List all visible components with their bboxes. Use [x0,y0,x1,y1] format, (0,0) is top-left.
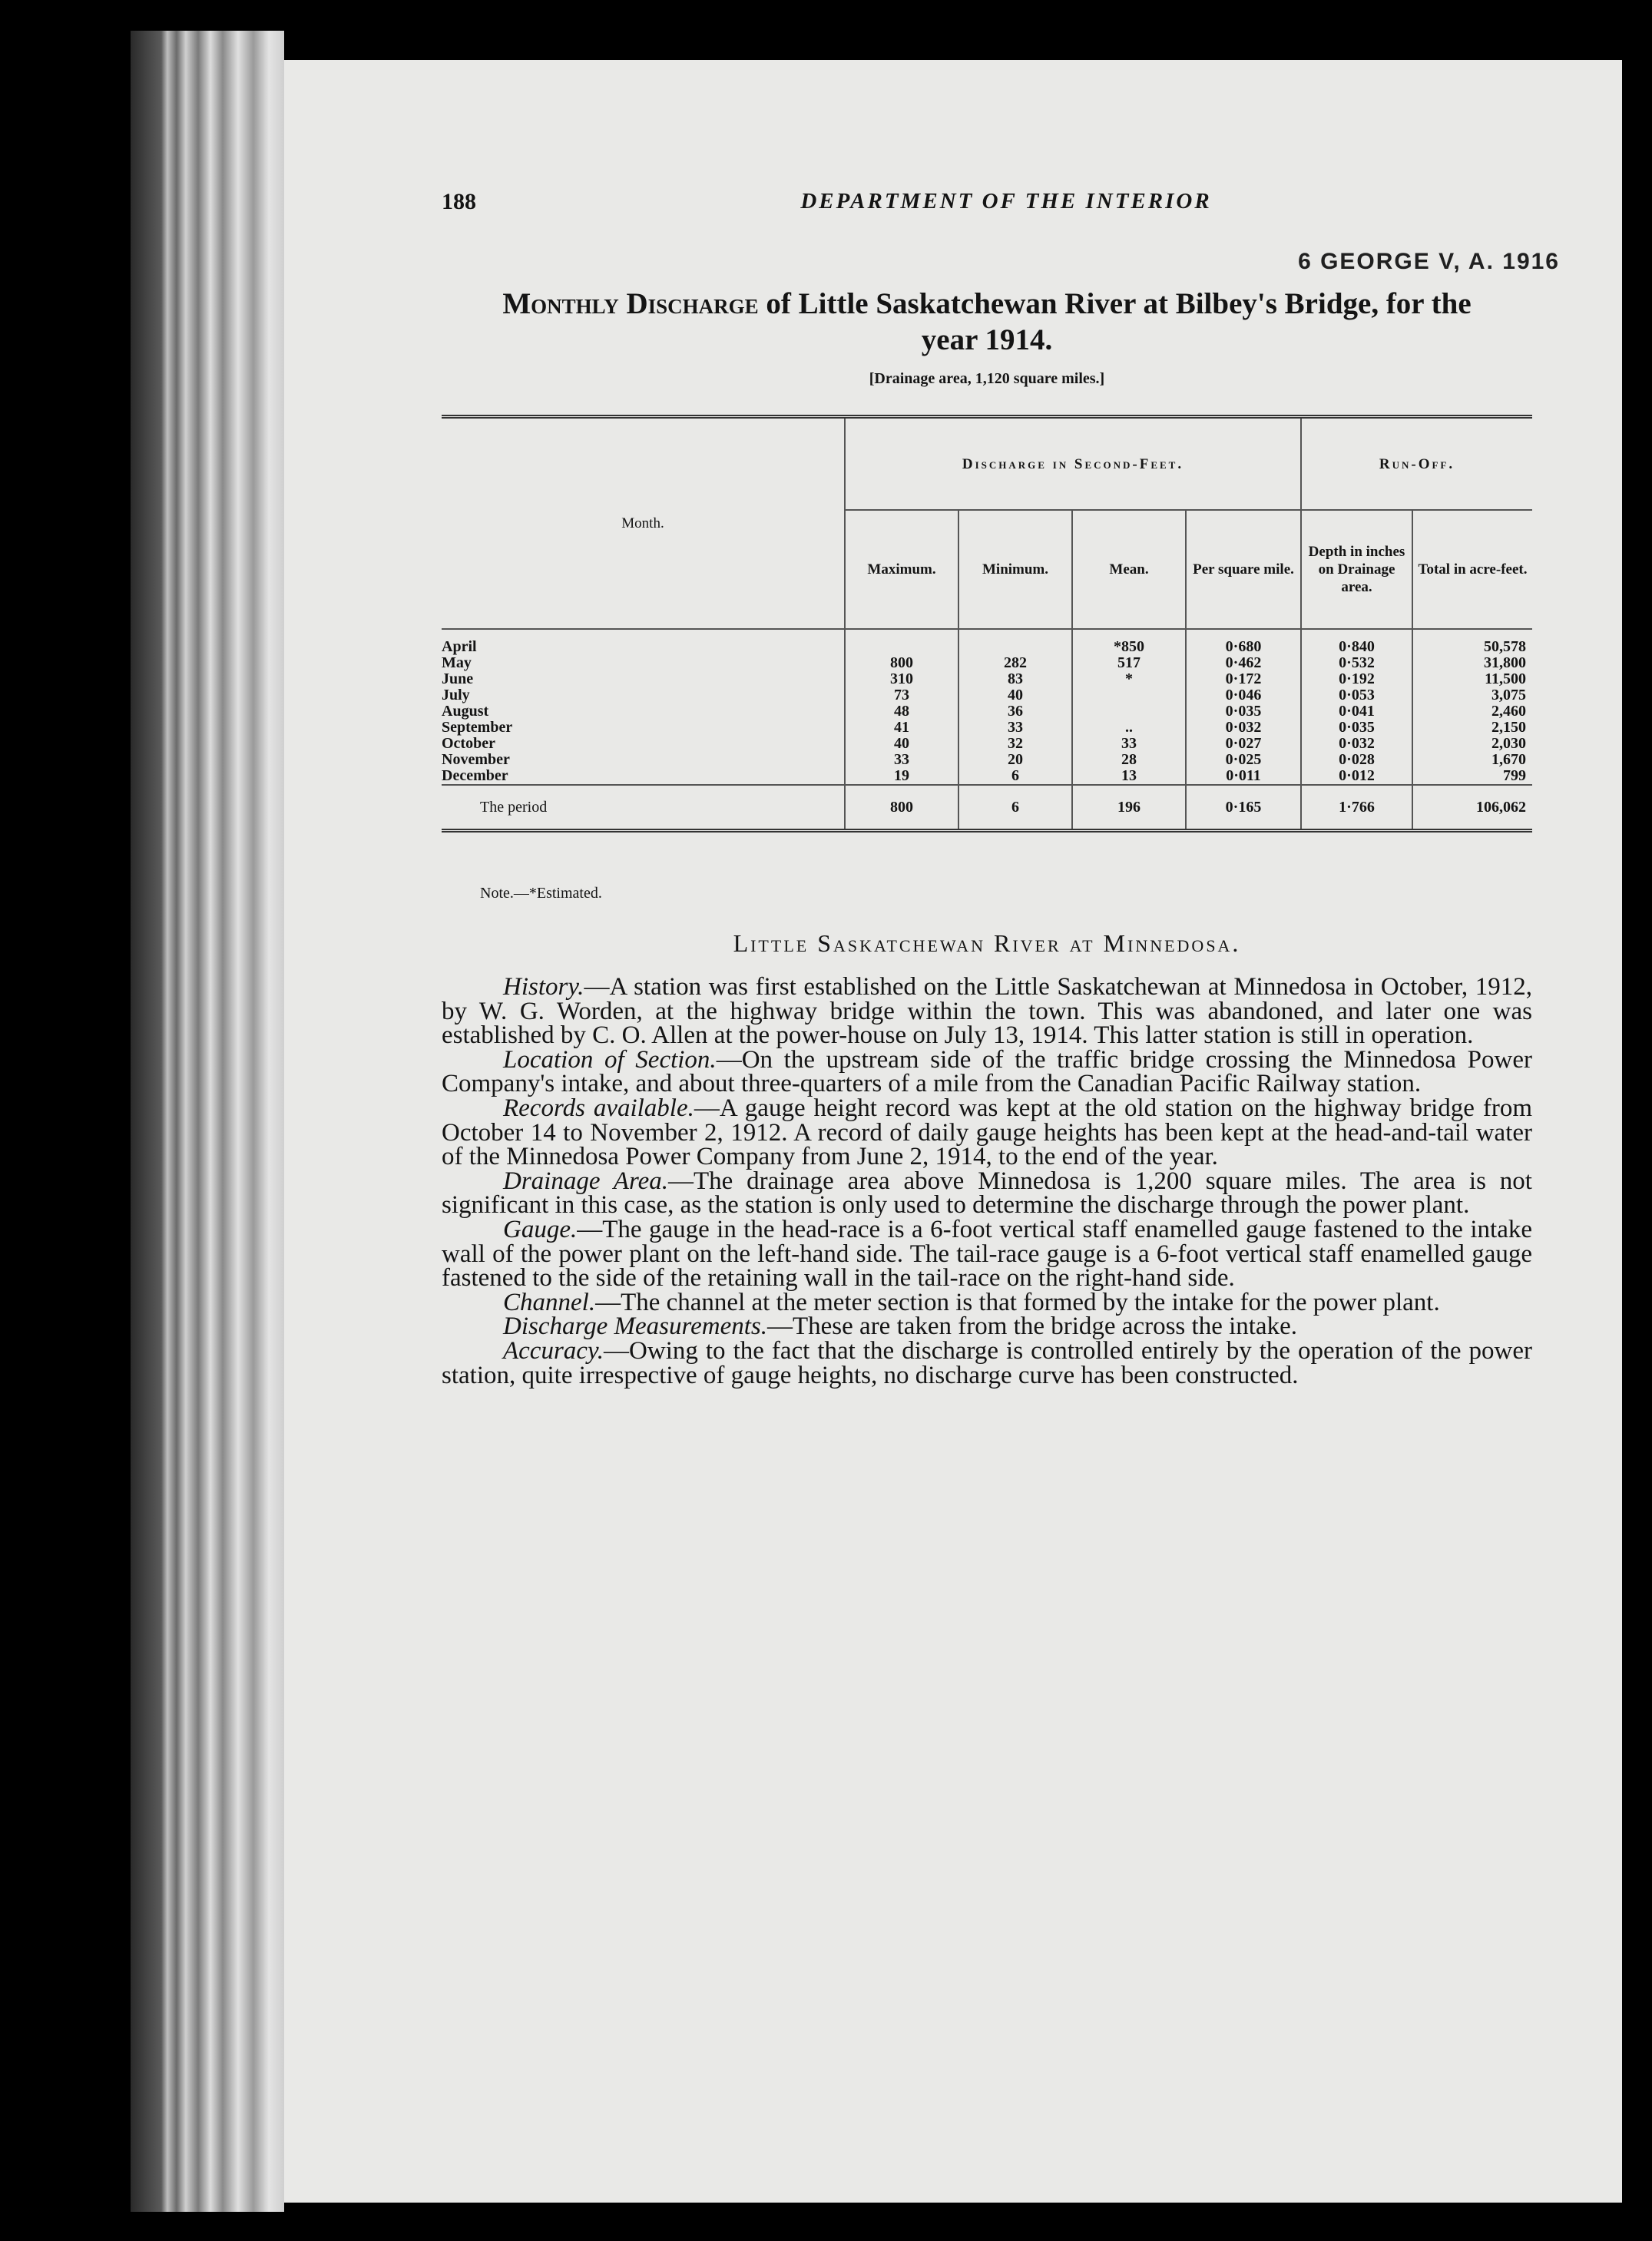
table-row [442,703,1532,720]
header-discharge-group: Discharge in Second-Feet. [845,417,1301,511]
depth-cell: 0·028 [1301,752,1412,768]
paragraph [442,1094,1532,1171]
table-title-smallcaps: Monthly Discharge [502,287,759,320]
session-label: 6 GEORGE V, A. 1916 [1298,249,1560,274]
mean-cell: 28 [1072,752,1186,768]
mean-cell: * [1072,671,1186,687]
total-cell: 2,150 [1491,719,1526,736]
psm-cell: 0·032 [1186,720,1301,736]
paragraph-text: —A station was first established on the Little Saskatchewan at Minnedosa in October, 1912, by W. G. Worden, at the highway bridge within the town. This was abandoned, and later one was established by C. O. Allen at the power-house on July 13, 1914. This latter station is still in operation. [442,973,1532,1050]
table-title-rest: of Little Saskatchewan River at Bilbey's Bridge, for the [758,287,1472,320]
page-number: 188 [442,189,476,214]
paragraph [442,1215,1532,1293]
paragraph-label: Channel. [503,1288,596,1316]
month-cell: May [442,655,845,671]
total-cell: 1,670 [1491,751,1526,768]
month-cell: November [442,752,845,768]
paragraph-label: History. [503,973,584,1001]
paragraph [442,1336,1532,1389]
psm-cell: 0·680 [1186,629,1301,655]
depth-cell: 1·766 [1301,785,1412,831]
table-row [442,720,1532,736]
header-maximum: Maximum. [845,510,958,629]
drainage-area-note: [Drainage area, 1,120 square miles.] [869,370,1105,387]
body-text [442,975,1532,1388]
paragraph-label: Gauge. [503,1215,578,1243]
min-cell: 6 [958,768,1072,785]
depth-cell: 0·840 [1301,629,1412,655]
paragraph-text: —Owing to the fact that the discharge is controlled entirely by the operation of the power station, quite irrespective of gauge heights, no discharge curve has been constructed. [442,1336,1532,1389]
total-cell: 50,578 [1484,638,1526,655]
paragraph-label: Discharge Measurements. [503,1312,767,1341]
table-title [442,286,1532,358]
psm-cell: 0·035 [1186,703,1301,720]
paragraph-label: Drainage Area. [503,1167,668,1195]
mean-cell: 517 [1072,655,1186,671]
depth-cell: 0·032 [1301,736,1412,752]
total-cell: 799 [1503,767,1526,784]
psm-cell: 0·462 [1186,655,1301,671]
table-row [442,629,1532,655]
month-cell: August [442,703,845,720]
depth-cell: 0·012 [1301,768,1412,785]
mean-cell: 13 [1072,768,1186,785]
paragraph-text: —The drainage area above Minnedosa is 1,200 square miles. The area is not significant in this case, as the station is only used to determine the discharge through the power plant. [442,1167,1532,1220]
table-row [442,736,1532,752]
table-title-line2: year 1914. [921,323,1053,356]
mean-cell: .. [1072,720,1186,736]
min-cell [958,629,1072,655]
table-row [442,687,1532,703]
paragraph-label: Location of Section. [503,1045,717,1074]
min-cell: 6 [958,785,1072,831]
header-runoff-group: Run-Off. [1301,417,1532,511]
table-row [442,671,1532,687]
max-cell: 48 [845,703,958,720]
header-minimum: Minimum. [958,510,1072,629]
header-depth: Depth in inches on Drainage area. [1301,510,1412,629]
max-cell: 33 [845,752,958,768]
paragraph [442,1288,1532,1316]
paragraph-text: —These are taken from the bridge across the intake. [767,1312,1297,1341]
header-total: Total in acre-feet. [1412,510,1532,629]
paragraph-label: Records available. [503,1094,694,1122]
paragraph-text: —The gauge in the head-race is a 6-foot vertical staff enamelled gauge fastened to the intake wall of the power plant on the left-hand side. The tail-race gauge is a 6-foot vertical staff enamelled gauge fastened to the side of the retaining wall in the tail-race on the right-hand side. [442,1215,1532,1293]
min-cell: 33 [958,720,1072,736]
psm-cell: 0·011 [1186,768,1301,785]
paragraph-text: —On the upstream side of the traffic bridge crossing the Minnedosa Power Company's intake, and about three-quarters of a mile from the Canadian Pacific Railway station. [442,1045,1532,1098]
total-cell: 31,800 [1484,654,1526,671]
header-month: Month. [442,417,845,630]
total-cell: 2,460 [1491,703,1526,720]
table-footnote: Note.—*Estimated. [480,885,602,902]
paragraph [442,1167,1532,1220]
depth-cell: 0·532 [1301,655,1412,671]
header-mean: Mean. [1072,510,1186,629]
max-cell: 41 [845,720,958,736]
section-title: Little Saskatchewan River at Minnedosa. [733,929,1241,957]
depth-cell: 0·192 [1301,671,1412,687]
min-cell: 282 [958,655,1072,671]
month-cell: December [442,768,845,785]
header-per-square-mile: Per square mile. [1186,510,1301,629]
total-cell: 106,062 [1412,785,1532,831]
max-cell [845,629,958,655]
psm-cell: 0·025 [1186,752,1301,768]
max-cell: 40 [845,736,958,752]
max-cell: 73 [845,687,958,703]
period-label: The period [442,785,845,831]
max-cell: 800 [845,655,958,671]
paragraph [442,1045,1532,1098]
max-cell: 800 [845,785,958,831]
psm-cell: 0·165 [1186,785,1301,831]
psm-cell: 0·046 [1186,687,1301,703]
total-cell: 2,030 [1491,735,1526,752]
min-cell: 20 [958,752,1072,768]
total-cell: 3,075 [1491,687,1526,703]
min-cell: 83 [958,671,1072,687]
table-row [442,655,1532,671]
max-cell: 310 [845,671,958,687]
depth-cell: 0·035 [1301,720,1412,736]
month-cell: April [442,629,845,655]
paragraph-label: Accuracy. [503,1336,604,1365]
mean-cell: 196 [1072,785,1186,831]
discharge-table [442,415,1532,833]
min-cell: 32 [958,736,1072,752]
max-cell: 19 [845,768,958,785]
mean-cell: *850 [1072,629,1186,655]
total-cell: 11,500 [1485,670,1526,687]
mean-cell: 33 [1072,736,1186,752]
min-cell: 40 [958,687,1072,703]
mean-cell [1072,687,1186,703]
paragraph-text: —The channel at the meter section is that formed by the intake for the power plant. [595,1288,1440,1316]
running-header: DEPARTMENT OF THE INTERIOR [800,189,1212,214]
table-row [442,768,1532,785]
month-cell: July [442,687,845,703]
month-cell: June [442,671,845,687]
mean-cell [1072,703,1186,720]
psm-cell: 0·027 [1186,736,1301,752]
psm-cell: 0·172 [1186,671,1301,687]
depth-cell: 0·053 [1301,687,1412,703]
month-cell: September [442,720,845,736]
depth-cell: 0·041 [1301,703,1412,720]
page-edge [131,31,284,2212]
total-row [442,785,1532,831]
month-cell: October [442,736,845,752]
table-row [442,752,1532,768]
min-cell: 36 [958,703,1072,720]
paragraph [442,1312,1532,1341]
paragraph [442,975,1532,1048]
paragraph-text: —A gauge height record was kept at the old station on the highway bridge from October 14 to November 2, 1912. A record of daily gauge heights has been kept at the head-and-tail water of the Minnedosa Power Company from June 2, 1914, to the end of the year. [442,1094,1532,1171]
